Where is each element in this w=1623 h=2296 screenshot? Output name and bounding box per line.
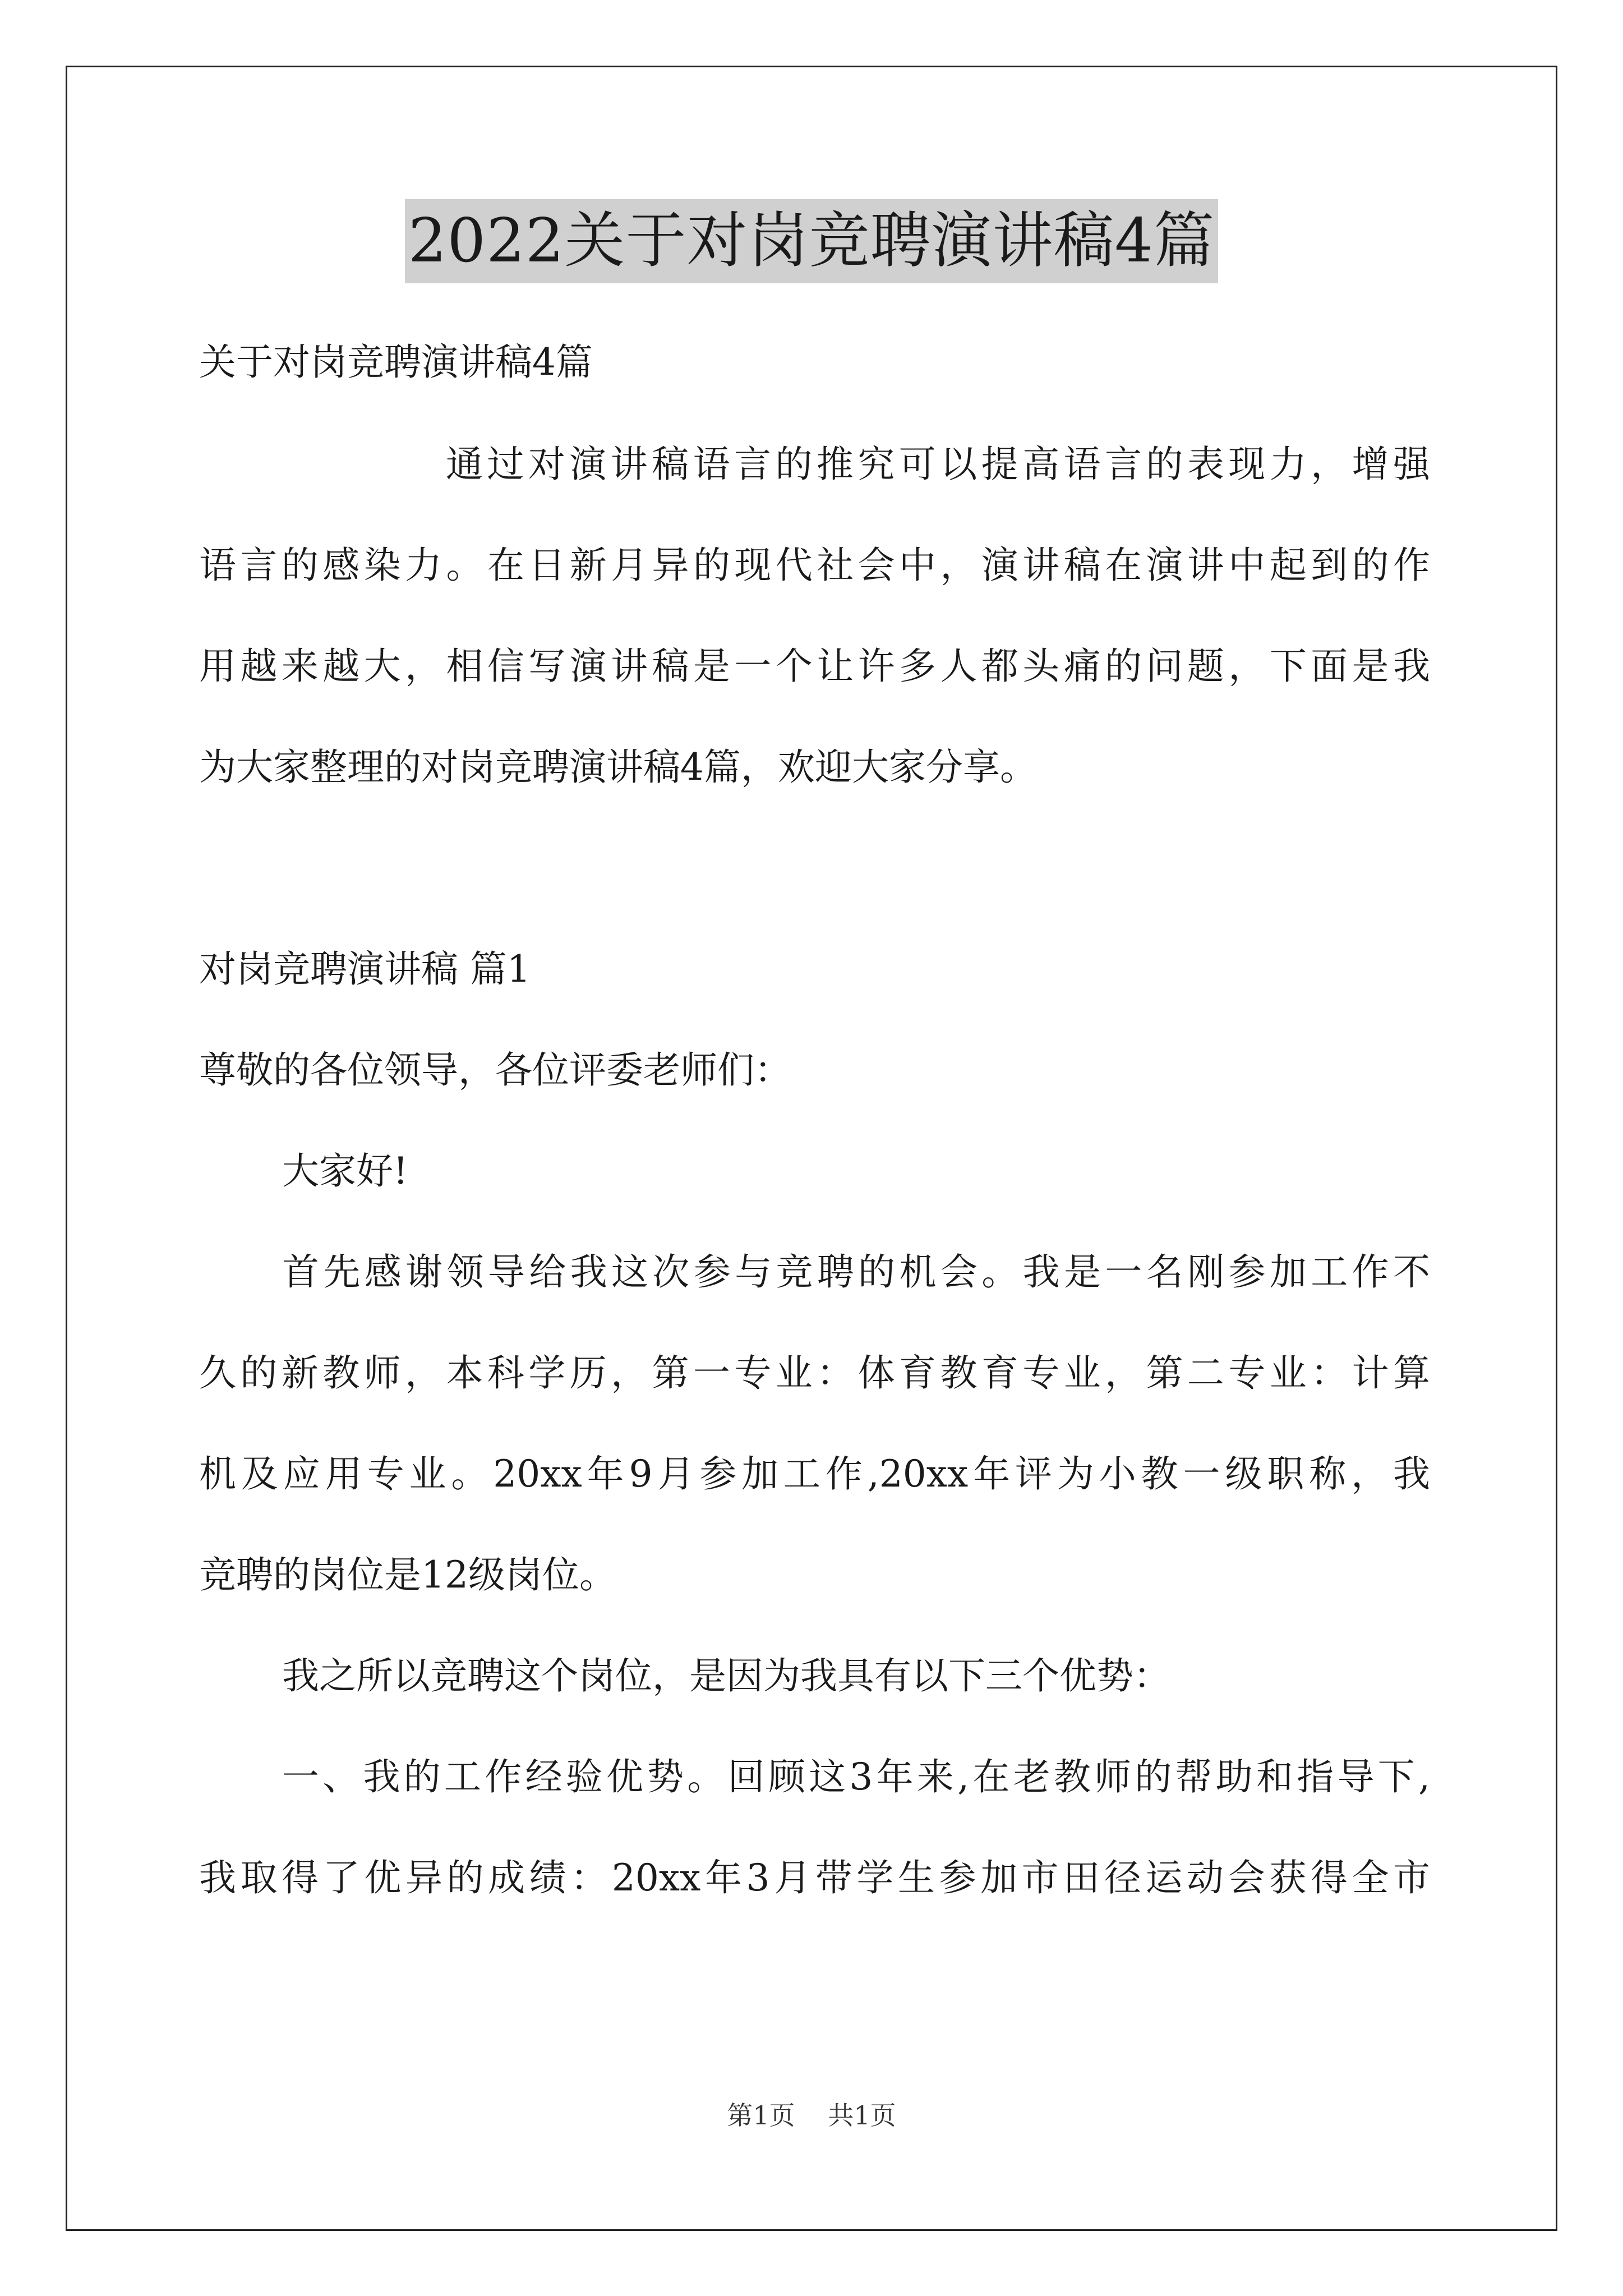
page-footer	[0, 2095, 1623, 2132]
para1-line-2: 久的新教师，本科学历，第一专业：体育教育专业，第二专业：计算	[199, 1351, 1430, 1395]
section-heading: 对岗竞聘演讲稿 篇1	[199, 947, 531, 991]
greeting: 大家好!	[282, 1149, 408, 1193]
title-wrap	[0, 199, 1623, 283]
intro-line-4: 为大家整理的对岗竞聘演讲稿4篇，欢迎大家分享。	[199, 746, 1037, 789]
page-total: 共1页	[828, 2100, 896, 2131]
salutation: 尊敬的各位领导，各位评委老师们：	[199, 1048, 791, 1092]
para3-line-1: 一、我的工作经验优势。回顾这3年来,在老教师的帮助和指导下,	[282, 1755, 1430, 1798]
document-body	[199, 337, 1430, 1953]
para1-line-3: 机及应用专业。20xx年9月参加工作,20xx年评为小教一级职称，我	[199, 1452, 1430, 1496]
intro-line-1: 通过对演讲稿语言的推究可以提高语言的表现力，增强	[446, 443, 1430, 486]
section-spacer	[199, 843, 1430, 944]
intro-line-3: 用越来越大，相信写演讲稿是一个让许多人都头痛的问题，下面是我	[199, 645, 1430, 688]
page-number: 第1页	[727, 2100, 795, 2131]
para1-line-1: 首先感谢领导给我这次参与竞聘的机会。我是一名刚参加工作不	[282, 1250, 1430, 1294]
subtitle: 关于对岗竞聘演讲稿4篇	[199, 341, 593, 384]
para1-line-4: 竞聘的岗位是12级岗位。	[199, 1553, 616, 1596]
para3-line-2: 我取得了优异的成绩：20xx年3月带学生参加市田径运动会获得全市	[199, 1856, 1430, 1899]
para2: 我之所以竞聘这个岗位，是因为我具有以下三个优势：	[282, 1654, 1170, 1697]
intro-line-2: 语言的感染力。在日新月异的现代社会中，演讲稿在演讲中起到的作	[199, 544, 1430, 587]
document-title: 2022关于对岗竞聘演讲稿4篇	[405, 199, 1219, 283]
